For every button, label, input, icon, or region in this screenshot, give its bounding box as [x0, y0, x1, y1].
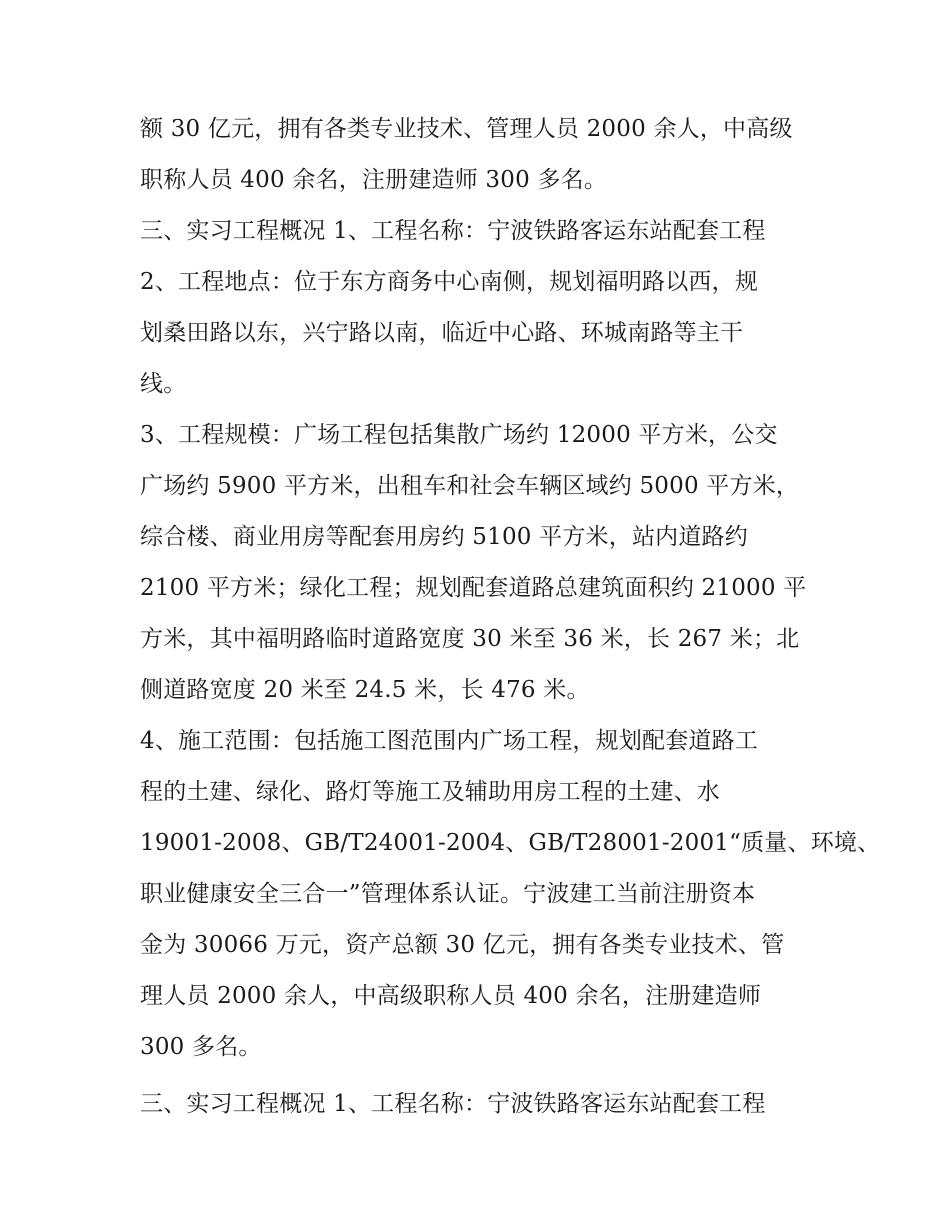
document-body	[140, 104, 881, 1130]
text-line: 19001-2008、GB/T24001-2004、GB/T28001-2001“质量、环境、	[140, 830, 881, 856]
text-line: 程的土建、绿化、路灯等施工及辅助用房工程的土建、水	[140, 779, 720, 805]
text-line: 金为 30066 万元，资产总额 30 亿元，拥有各类专业技术、管	[140, 932, 785, 958]
text-line: 划桑田路以东，兴宁路以南，临近中心路、环城南路等主干	[140, 320, 744, 346]
text-line: 职称人员 400 余名，注册建造师 300 多名。	[140, 167, 608, 193]
text-line: 线。	[140, 371, 187, 397]
text-line: 300 多名。	[140, 1034, 262, 1060]
text-line: 三、实习工程概况 1、工程名称：宁波铁路客运东站配套工程	[140, 1091, 766, 1117]
text-line: 3、工程规模：广场工程包括集散广场约 12000 平方米，公交	[140, 422, 778, 448]
text-line: 广场约 5900 平方米，出租车和社会车辆区域约 5000 平方米，	[140, 473, 800, 499]
text-line: 三、实习工程概况 1、工程名称：宁波铁路客运东站配套工程	[140, 218, 766, 244]
text-line: 侧道路宽度 20 米至 24.5 米，长 476 米。	[140, 677, 590, 703]
text-line: 综合楼、商业用房等配套用房约 5100 平方米，站内道路约	[140, 524, 748, 550]
text-line: 4、施工范围：包括施工图范围内广场工程，规划配套道路工	[140, 728, 759, 754]
text-line: 额 30 亿元，拥有各类专业技术、管理人员 2000 余人，中高级	[140, 116, 793, 142]
text-line: 职业健康安全三合一”管理体系认证。宁波建工当前注册资本	[140, 881, 756, 907]
text-line: 2、工程地点：位于东方商务中心南侧，规划福明路以西，规	[140, 269, 759, 295]
text-line: 2100 平方米；绿化工程；规划配套道路总建筑面积约 21000 平	[140, 575, 807, 601]
text-line: 理人员 2000 余人，中高级职称人员 400 余名，注册建造师	[140, 983, 762, 1009]
text-line: 方米，其中福明路临时道路宽度 30 米至 36 米，长 267 米；北	[140, 626, 800, 652]
